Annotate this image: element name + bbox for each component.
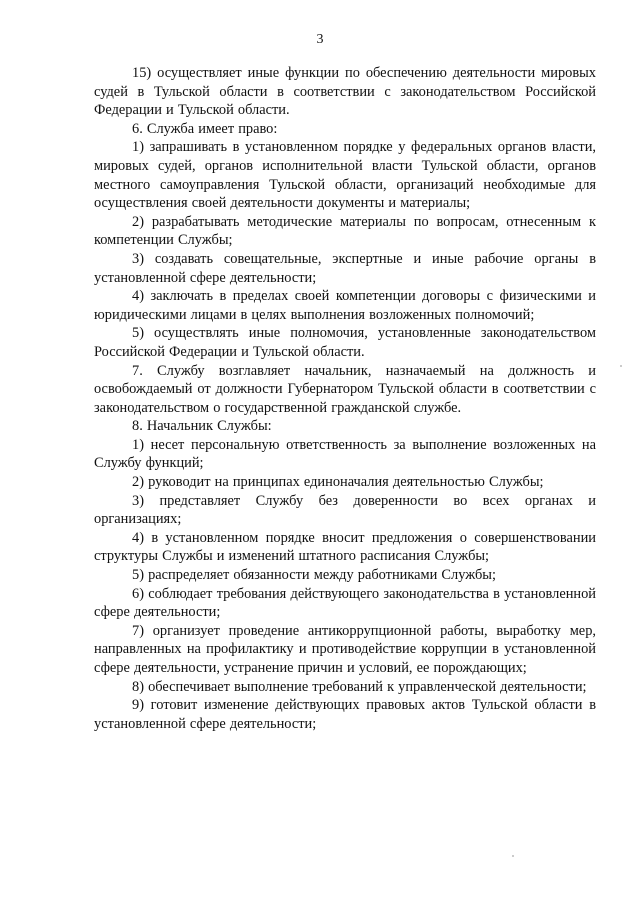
list-item-8-9: 9) готовит изменение действующих правовых актов Тульской области в установленной сфере деятельности; bbox=[94, 697, 596, 732]
paragraph-15-other-functions: 15) осуществляет иные функции по обеспечению деятельности мировых судей в Тульской области в соответствии с законодательством Российской Федерации и Тульской области. bbox=[94, 65, 596, 119]
list-item-6-4: 4) заключать в пределах своей компетенции договоры с физическими и юридическими лицами в целях выполнения возложенных полномочий; bbox=[94, 288, 596, 323]
list-item-8-7: 7) организует проведение антикоррупционной работы, выработку мер, направленных на профилактику и противодействие коррупции в установленной сфере деятельности, устранение причин и условий, ее порождающих; bbox=[94, 622, 596, 676]
list-item-8-8: 8) обеспечивает выполнение требований к управленческой деятельности; bbox=[132, 678, 587, 695]
list-item-6-3: 3) создавать совещательные, экспертные и иные рабочие органы в установленной сфере деятельности; bbox=[94, 250, 596, 286]
list-item-8-6: 6) соблюдает требования действующего законодательства в установленной сфере деятельности; bbox=[94, 585, 596, 621]
list-item-8-3: 3) представляет Службу без доверенности во всех органах и организациях; bbox=[94, 492, 596, 528]
list-item-8-2: 2) руководит на принципах единоначалия деятельностью Службы; bbox=[132, 474, 544, 491]
section-8-heading: 8. Начальник Службы: bbox=[132, 418, 272, 435]
list-item-6-2: 2) разрабатывать методические материалы по вопросам, отнесенным к компетенции Службы; bbox=[94, 213, 596, 249]
scan-speck bbox=[512, 855, 514, 857]
list-item-8-1: 1) несет персональную ответственность за выполнение возложенных на Службу функций; bbox=[94, 436, 596, 472]
page-number: 3 bbox=[316, 32, 324, 47]
section-6-heading: 6. Служба имеет право: bbox=[132, 120, 278, 137]
document-body bbox=[94, 64, 596, 733]
scan-speck bbox=[620, 365, 622, 367]
list-item-6-1: 1) запрашивать в установленном порядке у федеральных органов власти, мировых судей, органов исполнительной власти Тульской области, органов местного самоуправления Тульской области, организаций необходимые для осуществления своей деятельности документы и материалы; bbox=[94, 139, 596, 212]
list-item-8-5: 5) распределяет обязанности между работниками Службы; bbox=[132, 567, 496, 584]
list-item-6-5: 5) осуществлять иные полномочия, установленные законодательством Российской Федерации и Тульской области. bbox=[94, 325, 596, 360]
section-7-paragraph: 7. Службу возглавляет начальник, назначаемый на должность и освобождаемый от должности Губернатором Тульской области в соответствии с законодательством о государственной гражданской службе. bbox=[94, 362, 596, 416]
list-item-8-4: 4) в установленном порядке вносит предложения о совершенствовании структуры Службы и изменений штатного расписания Службы; bbox=[94, 529, 596, 565]
